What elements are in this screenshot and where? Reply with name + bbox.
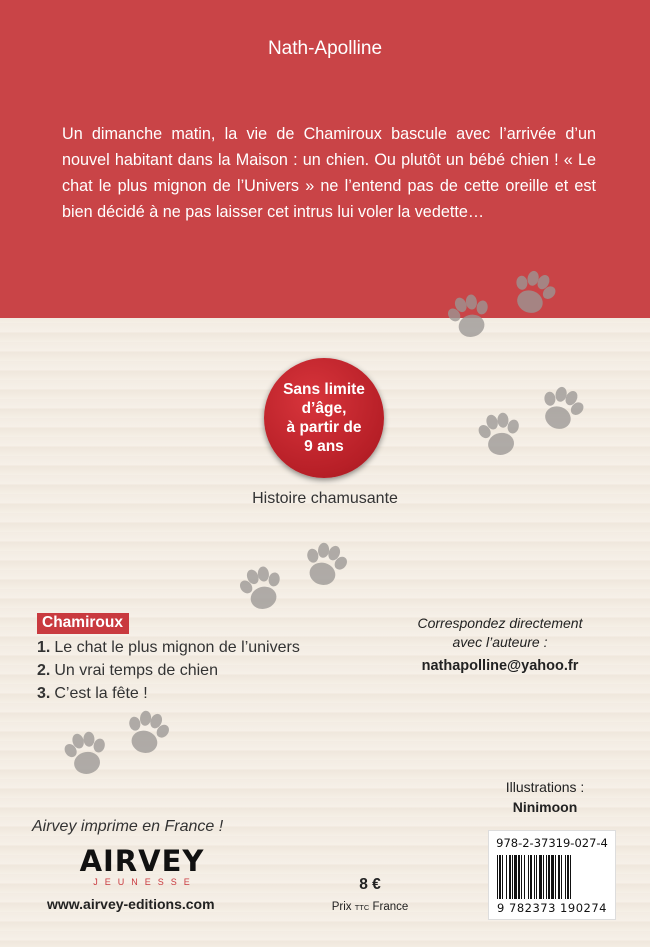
- series-title-item: [37, 682, 300, 705]
- barcode-bar: [567, 855, 569, 899]
- price-label-suffix: France: [372, 901, 409, 913]
- barcode-bar: [536, 855, 537, 899]
- price-label-ttc: TTC: [354, 903, 370, 912]
- barcode-bar: [518, 855, 520, 899]
- series-title-item: [37, 636, 300, 659]
- price-label: [315, 899, 425, 916]
- series-title-item: [37, 659, 300, 682]
- isbn-number: 978-2-37319-027-4: [496, 836, 608, 850]
- paw-print-icon: [60, 728, 112, 777]
- barcode: [497, 855, 607, 899]
- price-block: [315, 875, 425, 916]
- barcode-bar: [548, 855, 550, 899]
- ean-number: 9 782373 190274: [497, 901, 607, 915]
- barcode-bar: [555, 855, 556, 899]
- contact-line: Correspondez directement: [417, 615, 583, 631]
- paw-print-icon: [120, 706, 174, 758]
- author-email: nathapolline@yahoo.fr: [421, 658, 579, 674]
- publisher-website: www.airvey-editions.com: [47, 896, 215, 912]
- title-number: 1.: [37, 639, 51, 656]
- barcode-bar: [551, 855, 554, 899]
- barcode-bar: [565, 855, 566, 899]
- barcode-bar: [514, 855, 517, 899]
- barcode-bar: [558, 855, 560, 899]
- author-name: Nath-Apolline: [267, 38, 383, 59]
- title-text: Un vrai temps de chien: [54, 662, 218, 679]
- age-badge-line: d’âge,: [301, 400, 347, 417]
- age-badge-line: à partir de: [286, 419, 362, 436]
- age-badge-line: 9 ans: [304, 438, 344, 455]
- barcode-bar: [512, 855, 513, 899]
- barcode-bar: [502, 855, 503, 899]
- age-badge-line: Sans limite: [283, 381, 365, 398]
- barcode-bar: [497, 855, 498, 899]
- illustrator-name: Ninimoon: [512, 799, 578, 815]
- publisher-logo: [78, 845, 206, 887]
- contact-line: avec l’auteure :: [452, 634, 548, 650]
- paw-print-icon: [474, 409, 526, 458]
- paw-print-icon: [534, 381, 591, 436]
- paw-print-icon: [234, 562, 288, 614]
- barcode-bar: [524, 855, 525, 899]
- publisher-imprint: JEUNESSE: [93, 877, 197, 887]
- barcode-bar: [509, 855, 511, 899]
- barcode-bar: [561, 855, 562, 899]
- publisher-logo-word: AIRVEY: [79, 844, 205, 878]
- genre-subtitle: Histoire chamusante: [252, 490, 398, 507]
- barcode-bar: [543, 855, 544, 899]
- barcode-bar: [570, 855, 571, 899]
- barcode-bar: [546, 855, 547, 899]
- barcode-bar: [530, 855, 532, 899]
- author-contact: [388, 614, 612, 676]
- title-number: 3.: [37, 685, 51, 702]
- age-badge: [264, 358, 384, 478]
- isbn-barcode-block: [488, 830, 616, 920]
- title-number: 2.: [37, 662, 51, 679]
- barcode-bar: [528, 855, 529, 899]
- barcode-bar: [539, 855, 542, 899]
- title-text: Le chat le plus mignon de l’univers: [54, 639, 300, 656]
- barcode-bar: [534, 855, 535, 899]
- illustrations-label: Illustrations :: [505, 779, 585, 795]
- barcode-bar: [506, 855, 507, 899]
- series-title-list: [37, 636, 300, 705]
- price-amount: 8 €: [359, 876, 381, 893]
- series-name-tag: Chamiroux: [37, 613, 129, 634]
- title-text: C’est la fête !: [54, 685, 148, 702]
- barcode-bar: [499, 855, 501, 899]
- price-label-prefix: Prix: [331, 901, 352, 913]
- printed-in-france-note: Airvey imprime en France !: [32, 818, 224, 835]
- illustrator-credit: [490, 777, 600, 817]
- back-cover-blurb: Un dimanche matin, la vie de Chamiroux bascule avec l’arrivée d’un nouvel habitant dans la Maison : un chien. Ou plutôt un bébé chien ! « Le chat le plus mignon de l’Univers » ne l’entend pas de cette oreille et est bien décidé à ne pas laisser cet intrus lui voler la vedette…: [62, 125, 596, 221]
- barcode-bar: [521, 855, 522, 899]
- paw-print-icon: [298, 538, 352, 590]
